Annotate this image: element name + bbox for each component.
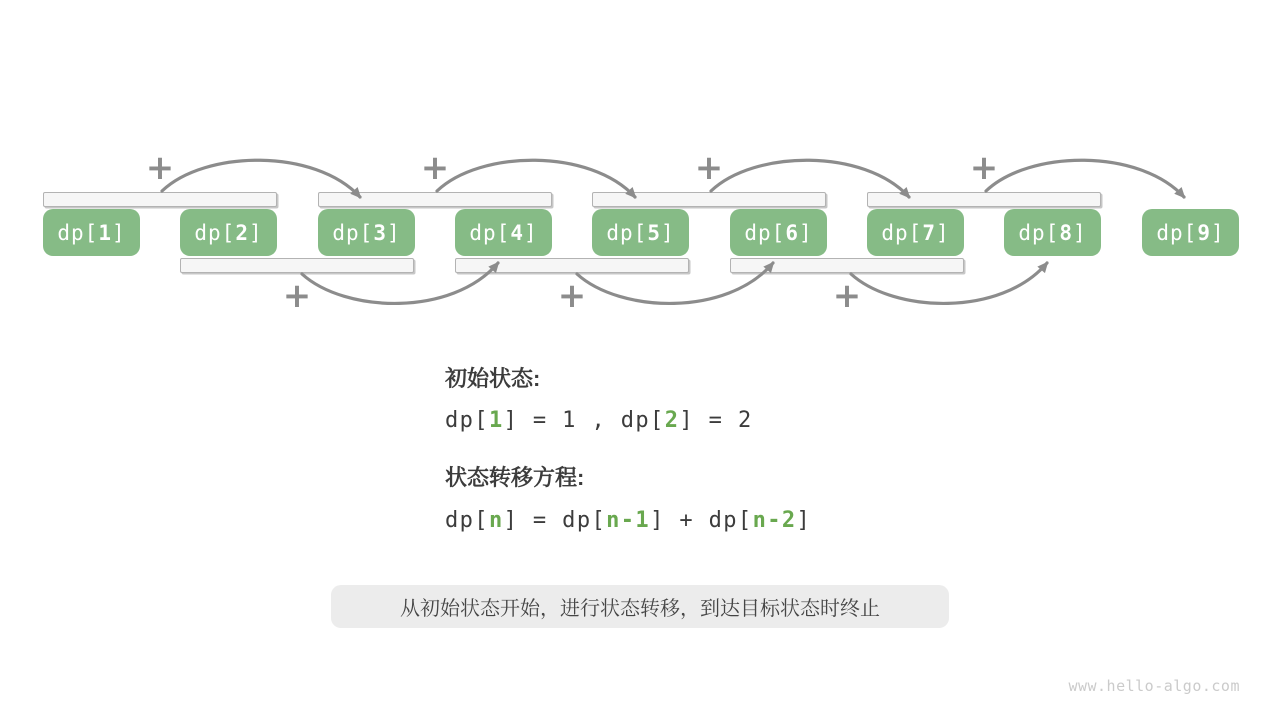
code-text: dp[ [445,408,489,433]
caption-text: 从初始状态开始，进行状态转移，到达目标状态时终止 [400,598,880,620]
box-label-index: 4 [510,220,524,245]
transition-arrow-top-4 [986,160,1184,197]
box-label-part: ] [798,220,813,245]
transition-arrow-bottom-2 [577,263,773,303]
plus-icon: + [969,148,999,188]
box-label-index: 2 [235,220,249,245]
box-label-index: 6 [785,220,799,245]
code-index-green: n [488,508,504,533]
box-label-part: ] [111,220,126,245]
code-text: ] [796,508,812,533]
box-label-part: dp[ [194,220,236,245]
code-index-green: 2 [664,408,680,433]
code-text: ] = dp[ [503,508,607,533]
box-label-part: ] [660,220,675,245]
box-label-index: 5 [647,220,661,245]
initial-state-heading: 初始状态: [445,366,541,391]
code-text: ] + dp[ [650,508,753,533]
plus-icon: + [832,276,862,316]
code-text: dp[ [445,508,489,533]
code-index-green: n-2 [752,508,797,533]
transition-arrow-bottom-1 [302,263,498,303]
box-label-index: 9 [1197,220,1211,245]
plus-icon: + [145,148,175,188]
box-label-part: ] [386,220,401,245]
box-label-part: ] [935,220,950,245]
box-label-part: ] [1072,220,1087,245]
box-label-part: dp[ [57,220,99,245]
box-label-part: dp[ [744,220,786,245]
transition-arrow-top-3 [711,160,909,197]
watermark: www.hello-algo.com [1068,677,1240,695]
box-label-index: 1 [98,220,112,245]
box-label-part: ] [1210,220,1225,245]
box-label-index: 8 [1059,220,1073,245]
plus-icon: + [282,276,312,316]
transition-arrow-top-1 [162,160,360,197]
box-label-part: dp[ [1018,220,1060,245]
box-label-part: dp[ [606,220,648,245]
code-text: ] = 1 , dp[ [503,408,665,433]
box-label-part: dp[ [469,220,511,245]
box-label-part: ] [248,220,263,245]
code-text: ] = 2 [679,408,753,433]
box-label-part: dp[ [332,220,374,245]
code-index-green: n-1 [606,508,651,533]
box-label-part: ] [523,220,538,245]
box-label-part: dp[ [1156,220,1198,245]
plus-icon: + [420,148,450,188]
box-label-index: 3 [373,220,387,245]
code-index-green: 1 [488,408,504,433]
transition-arrow-bottom-3 [851,263,1047,303]
plus-icon: + [557,276,587,316]
box-label-part: dp[ [881,220,923,245]
transition-arrow-top-2 [437,160,635,197]
plus-icon: + [694,148,724,188]
box-label-index: 7 [922,220,936,245]
transition-equation-heading: 状态转移方程: [445,465,585,490]
